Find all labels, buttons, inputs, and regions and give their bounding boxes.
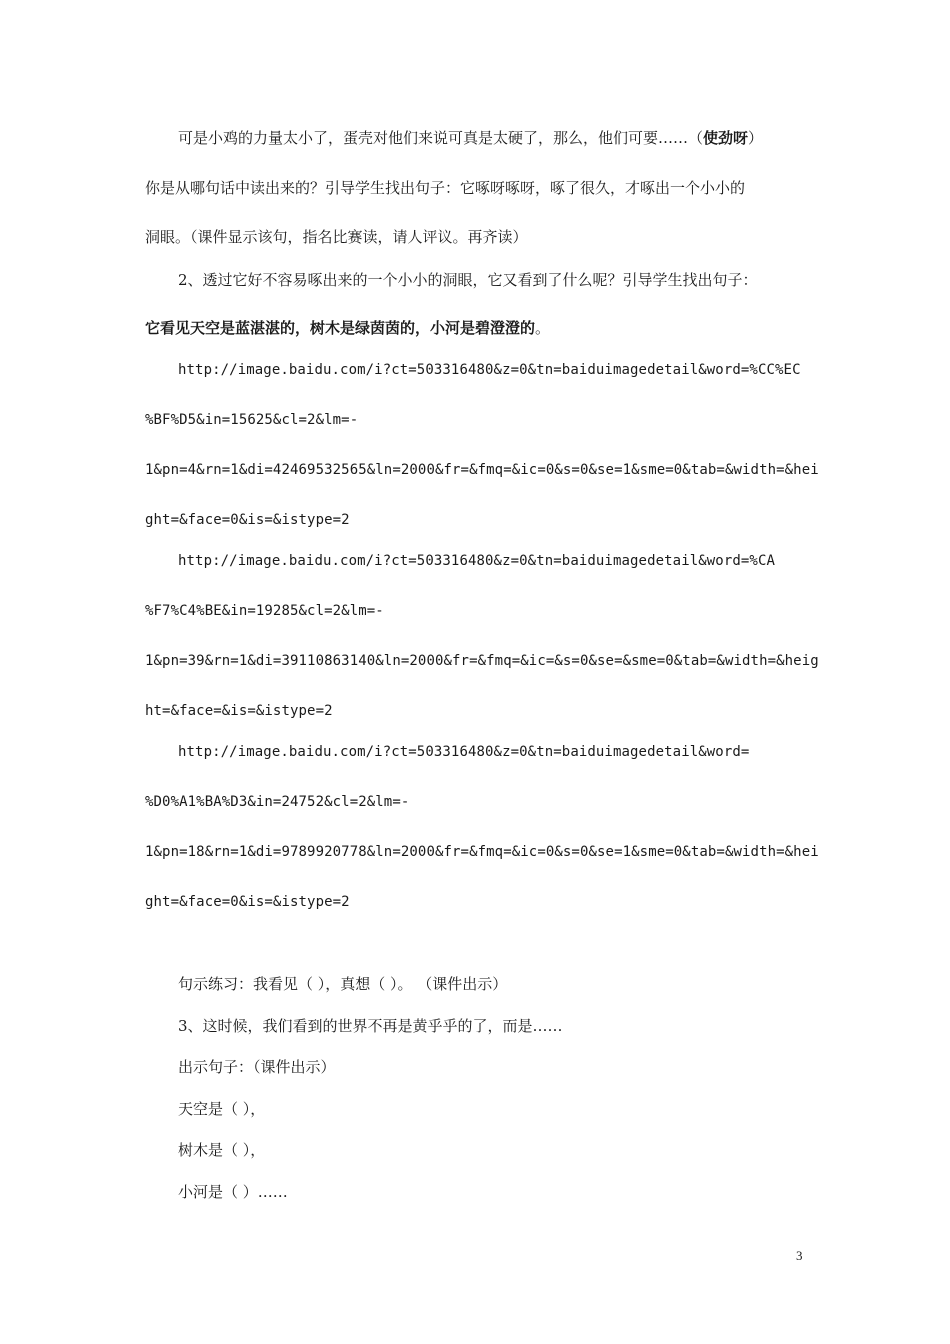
paragraph-line-3: 洞眼。（课件显示该句，指名比赛读，请人评议。再齐读） xyxy=(145,228,528,246)
paragraph-line-4: 2、透过它好不容易啄出来的一个小小的洞眼，它又看到了什么呢？引导学生找出句子： xyxy=(178,271,758,289)
paragraph-line-1 xyxy=(178,128,763,148)
url-1-line-4[interactable]: ght=&face=0&is=&istype=2 xyxy=(145,512,350,528)
line-1-text: 可是小鸡的力量太小了，蛋壳对他们来说可真是太硬了，那么，他们可要……（ xyxy=(178,129,704,147)
show-sentence-label: 出示句子：（课件出示） xyxy=(178,1058,336,1076)
paragraph-line-2: 你是从哪句话中读出来的？引导学生找出句子：它啄呀啄呀，啄了很久，才啄出一个小小的 xyxy=(145,179,746,197)
url-3-line-4[interactable]: ght=&face=0&is=&istype=2 xyxy=(145,894,350,910)
page-number: 3 xyxy=(796,1248,803,1263)
url-3-line-2[interactable]: %D0%A1%BA%D3&in=24752&cl=2&lm=- xyxy=(145,794,410,810)
river-blank: 小河是（ ）…… xyxy=(178,1183,288,1201)
highlight-sentence-period: 。 xyxy=(535,319,551,337)
trees-blank: 树木是（ ）， xyxy=(178,1141,266,1159)
url-1-line-3[interactable]: 1&pn=4&rn=1&di=42469532565&ln=2000&fr=&fmq=&ic=0&s=0&se=1&sme=0&tab=&width=&hei xyxy=(145,462,819,478)
paragraph-line-5 xyxy=(145,318,550,338)
url-3-line-3[interactable]: 1&pn=18&rn=1&di=9789920778&ln=2000&fr=&fmq=&ic=0&s=0&se=1&sme=0&tab=&width=&hei xyxy=(145,844,819,860)
url-3-line-1[interactable]: http://image.baidu.com/i?ct=503316480&z=0&tn=baiduimagedetail&word= xyxy=(178,744,750,760)
url-2-line-3[interactable]: 1&pn=39&rn=1&di=39110863140&ln=2000&fr=&fmq=&ic=&s=0&se=&sme=0&tab=&width=&heig xyxy=(145,653,819,669)
url-1-line-2[interactable]: %BF%D5&in=15625&cl=2&lm=- xyxy=(145,412,359,428)
url-2-line-4[interactable]: ht=&face=&is=&istype=2 xyxy=(145,703,333,719)
sky-blank: 天空是（ ）， xyxy=(178,1100,266,1118)
step-3-text: 3、这时候，我们看到的世界不再是黄乎乎的了，而是…… xyxy=(178,1017,563,1035)
line-1-bold-text: 使劲呀 xyxy=(703,129,749,147)
url-2-line-1[interactable]: http://image.baidu.com/i?ct=503316480&z=0&tn=baiduimagedetail&word=%CA xyxy=(178,553,776,569)
sentence-practice: 句示练习：我看见（ ），真想（ ）。 （课件出示） xyxy=(178,975,508,993)
url-2-line-2[interactable]: %F7%C4%BE&in=19285&cl=2&lm=- xyxy=(145,603,384,619)
url-1-line-1[interactable]: http://image.baidu.com/i?ct=503316480&z=0&tn=baiduimagedetail&word=%CC%EC xyxy=(178,362,801,378)
highlight-sentence: 它看见天空是蓝湛湛的，树木是绿茵茵的，小河是碧澄澄的 xyxy=(145,319,536,337)
line-1-closing: ） xyxy=(748,129,764,147)
